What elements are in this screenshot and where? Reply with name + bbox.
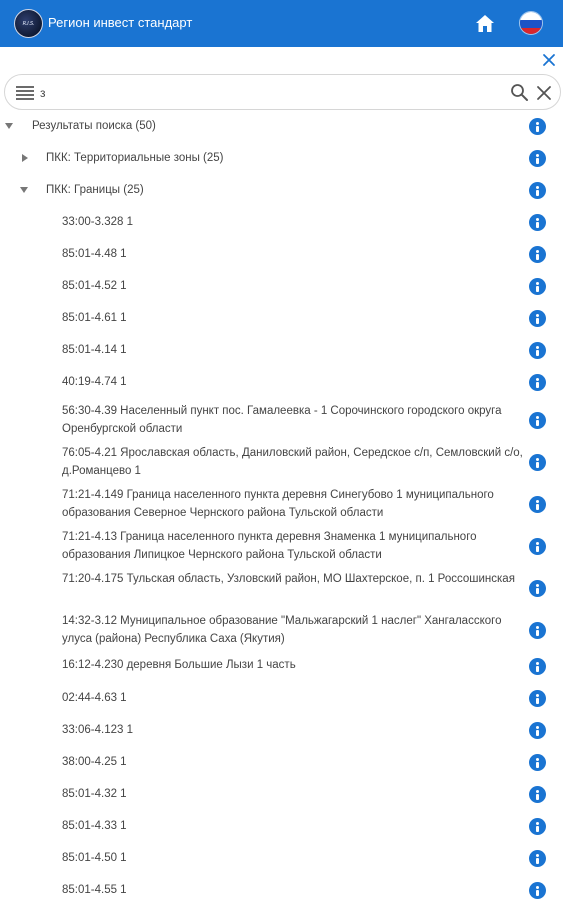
result-item-label: 76:05-4.21 Ярославская область, Даниловский район, Середское с/п, Семловский с/о, д.Романцево 1 (62, 447, 523, 477)
result-item-label: 71:20-4.175 Тульская область, Узловский район, МО Шахтерское, п. 1 Россошинская (62, 573, 515, 585)
result-item[interactable] (0, 526, 563, 568)
result-item-label: 33:00-3.328 1 (62, 216, 133, 228)
result-item-label: 85:01-4.32 1 (62, 788, 127, 800)
info-icon[interactable] (529, 182, 546, 199)
result-item[interactable] (0, 368, 563, 400)
result-item[interactable] (0, 610, 563, 652)
result-item[interactable] (0, 336, 563, 368)
info-icon[interactable] (529, 786, 546, 803)
result-item-label: 33:06-4.123 1 (62, 724, 133, 736)
info-icon[interactable] (529, 580, 546, 597)
result-item[interactable] (0, 272, 563, 304)
info-icon[interactable] (529, 454, 546, 471)
result-item-label: 40:19-4.74 1 (62, 376, 127, 388)
result-item-label: 71:21-4.13 Граница населенного пункта деревня Знаменка 1 муниципального образования Липицкое Чернского района Тульской области (62, 531, 477, 561)
results-tree (0, 112, 563, 900)
result-item[interactable] (0, 304, 563, 336)
result-item-label: 16:12-4.230 деревня Большие Лызи 1 часть (62, 659, 296, 671)
result-item-label: 85:01-4.50 1 (62, 852, 127, 864)
result-item[interactable] (0, 442, 563, 484)
result-item[interactable] (0, 568, 563, 610)
info-icon[interactable] (529, 278, 546, 295)
result-item[interactable] (0, 844, 563, 876)
result-item[interactable] (0, 748, 563, 780)
result-item-label: 14:32-3.12 Муниципальное образование "Мальжагарский 1 наслег" Хангаласского улуса (района) Республика Саха (Якутия) (62, 615, 502, 645)
search-button[interactable] (510, 83, 529, 102)
result-item[interactable] (0, 780, 563, 812)
result-item-label: 38:00-4.25 1 (62, 756, 127, 768)
info-icon[interactable] (529, 496, 546, 513)
result-item-label: 02:44-4.63 1 (62, 692, 127, 704)
app-title: Регион инвест стандарт (48, 15, 193, 30)
flag-stripe-white (520, 12, 542, 20)
clear-icon (536, 85, 552, 101)
result-item[interactable] (0, 208, 563, 240)
result-item[interactable] (0, 240, 563, 272)
caret-down-icon[interactable] (5, 123, 13, 129)
search-bar (4, 74, 561, 110)
result-item-label: 56:30-4.39 Населенный пункт пос. Гамалеевка - 1 Сорочинского городского округа Оренбургской области (62, 405, 502, 435)
info-icon[interactable] (529, 882, 546, 899)
info-icon[interactable] (529, 754, 546, 771)
tree-group-label: ПКК: Границы (25) (46, 184, 144, 196)
app-bar (0, 0, 563, 47)
home-icon (475, 14, 495, 33)
panel-close-button[interactable] (541, 52, 557, 68)
result-item[interactable] (0, 684, 563, 716)
result-item[interactable] (0, 716, 563, 748)
search-input[interactable] (40, 82, 500, 104)
info-icon[interactable] (529, 538, 546, 555)
info-icon[interactable] (529, 850, 546, 867)
result-item-label: 71:21-4.149 Граница населенного пункта деревня Синегубово 1 муниципального образования Северное Чернского района Тульской области (62, 489, 494, 519)
app-logo (14, 9, 43, 38)
tree-root-row[interactable] (0, 112, 563, 144)
info-icon[interactable] (529, 658, 546, 675)
logo-text: R.I.S. (22, 20, 35, 27)
result-item-label: 85:01-4.61 1 (62, 312, 127, 324)
result-item[interactable] (0, 812, 563, 844)
info-icon[interactable] (529, 690, 546, 707)
language-flag-button[interactable] (519, 11, 543, 35)
menu-icon[interactable] (16, 86, 34, 100)
info-icon[interactable] (529, 118, 546, 135)
result-item[interactable] (0, 652, 563, 684)
result-item[interactable] (0, 876, 563, 900)
info-icon[interactable] (529, 412, 546, 429)
tree-group-row[interactable] (0, 144, 563, 176)
caret-right-icon[interactable] (22, 154, 28, 162)
tree-group-row[interactable] (0, 176, 563, 208)
info-icon[interactable] (529, 374, 546, 391)
flag-stripe-red (520, 28, 542, 35)
tree-group-label: ПКК: Территориальные зоны (25) (46, 152, 224, 164)
result-item-label: 85:01-4.48 1 (62, 248, 127, 260)
result-item-label: 85:01-4.52 1 (62, 280, 127, 292)
result-item-label: 85:01-4.14 1 (62, 344, 127, 356)
home-button[interactable] (475, 14, 495, 33)
info-icon[interactable] (529, 150, 546, 167)
info-icon[interactable] (529, 246, 546, 263)
search-icon (510, 83, 529, 102)
info-icon[interactable] (529, 622, 546, 639)
info-icon[interactable] (529, 310, 546, 327)
caret-down-icon[interactable] (20, 187, 28, 193)
close-icon (541, 52, 557, 68)
info-icon[interactable] (529, 342, 546, 359)
result-item[interactable] (0, 484, 563, 526)
result-item[interactable] (0, 400, 563, 442)
info-icon[interactable] (529, 722, 546, 739)
info-icon[interactable] (529, 214, 546, 231)
flag-stripe-blue (520, 20, 542, 28)
clear-search-button[interactable] (536, 85, 552, 101)
result-item-label: 85:01-4.55 1 (62, 884, 127, 896)
tree-root-label: Результаты поиска (50) (32, 120, 156, 132)
result-item-label: 85:01-4.33 1 (62, 820, 127, 832)
info-icon[interactable] (529, 818, 546, 835)
